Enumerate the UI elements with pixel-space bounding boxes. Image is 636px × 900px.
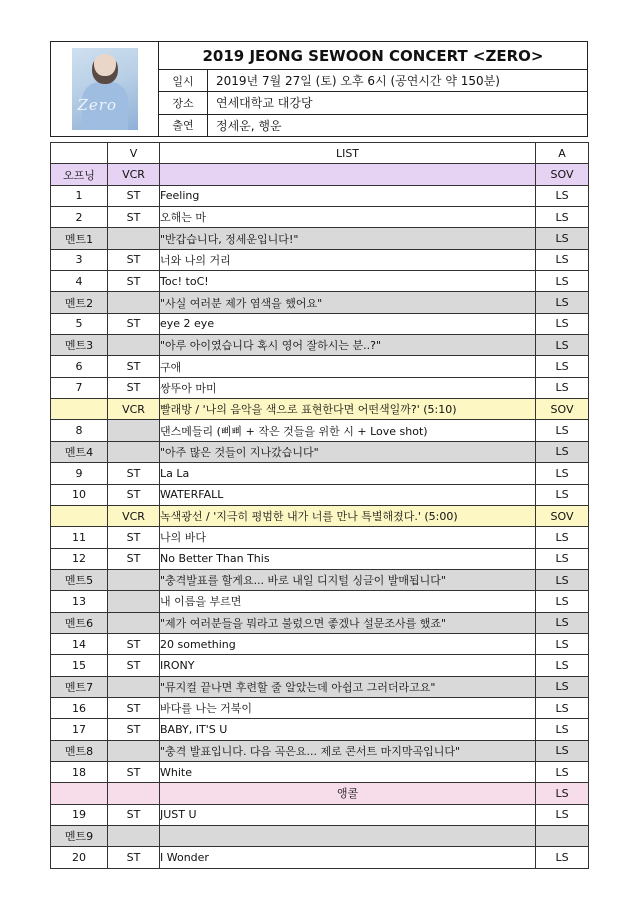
cell-a: LS — [536, 356, 589, 377]
cell-list: BABY, IT'S U — [160, 719, 536, 740]
cell-number: 19 — [51, 804, 108, 825]
cell-number: 6 — [51, 356, 108, 377]
cell-a: LS — [536, 207, 589, 228]
cell-v — [108, 335, 160, 356]
cell-number: 20 — [51, 847, 108, 868]
cell-a: LS — [536, 655, 589, 676]
cell-list: "제가 여러분들을 뭐라고 불렀으면 좋겠나 설문조사를 했죠" — [160, 612, 536, 633]
cell-list: Feeling — [160, 185, 536, 206]
cell-list: "뮤지컬 끝나면 후련할 줄 알았는데 아쉽고 그러더라고요" — [160, 676, 536, 697]
table-row — [51, 548, 589, 569]
cell-number: 15 — [51, 655, 108, 676]
cell-number: 17 — [51, 719, 108, 740]
cell-number — [51, 399, 108, 420]
cell-list: 나의 바다 — [160, 527, 536, 548]
cell-v: ST — [108, 313, 160, 334]
cell-v — [108, 676, 160, 697]
cell-a: LS — [536, 612, 589, 633]
column-header-v: V — [108, 143, 160, 164]
cell-list: "충격발표를 할게요... 바로 내일 디지털 싱글이 발매됩니다" — [160, 569, 536, 590]
cell-list: 내 이름을 부르면 — [160, 591, 536, 612]
table-row — [51, 740, 589, 761]
cell-list: 녹색광선 / '지극히 평범한 내가 너를 만나 특별해졌다.' (5:00) — [160, 505, 536, 526]
cell-number: 16 — [51, 697, 108, 718]
cell-a: LS — [536, 292, 589, 313]
table-row — [51, 463, 589, 484]
cell-number — [51, 783, 108, 804]
table-row — [51, 612, 589, 633]
cell-a: SOV — [536, 399, 589, 420]
cell-v — [108, 783, 160, 804]
concert-poster-image — [72, 48, 138, 130]
cell-a: LS — [536, 783, 589, 804]
cell-v — [108, 292, 160, 313]
cell-number: 10 — [51, 484, 108, 505]
table-row — [51, 377, 589, 398]
cell-v: ST — [108, 847, 160, 868]
cell-a: LS — [536, 377, 589, 398]
poster-figure-head — [92, 54, 118, 84]
table-row — [51, 228, 589, 249]
cell-list: No Better Than This — [160, 548, 536, 569]
cell-v: VCR — [108, 399, 160, 420]
info-label-date: 일시 — [159, 70, 208, 91]
cell-v: ST — [108, 527, 160, 548]
cell-v — [108, 612, 160, 633]
cell-v: ST — [108, 271, 160, 292]
table-row — [51, 591, 589, 612]
table-row — [51, 569, 589, 590]
cell-a: LS — [536, 761, 589, 782]
table-row — [51, 335, 589, 356]
column-header-a: A — [536, 143, 589, 164]
cell-number: 8 — [51, 420, 108, 441]
cell-list: "충격 발표입니다. 다음 곡은요... 제로 콘서트 마지막곡입니다" — [160, 740, 536, 761]
cell-a: LS — [536, 313, 589, 334]
cell-v — [108, 228, 160, 249]
table-row — [51, 655, 589, 676]
cell-v: ST — [108, 655, 160, 676]
table-row — [51, 697, 589, 718]
cell-v: ST — [108, 548, 160, 569]
info-label-cast: 출연 — [159, 115, 208, 136]
cell-v: VCR — [108, 164, 160, 185]
table-row — [51, 164, 589, 185]
cell-a: LS — [536, 847, 589, 868]
cell-a: LS — [536, 484, 589, 505]
info-value-date: 2019년 7월 27일 (토) 오후 6시 (공연시간 약 150분) — [216, 74, 500, 89]
cell-a: LS — [536, 463, 589, 484]
cell-list: 앵콜 — [160, 783, 536, 804]
cell-a: LS — [536, 676, 589, 697]
cell-number: 7 — [51, 377, 108, 398]
cell-v: ST — [108, 356, 160, 377]
cell-number: 멘트6 — [51, 612, 108, 633]
cell-v: ST — [108, 207, 160, 228]
cell-number: 11 — [51, 527, 108, 548]
column-header-number — [51, 143, 108, 164]
info-label-venue: 장소 — [159, 92, 208, 113]
cell-number: 5 — [51, 313, 108, 334]
cell-number: 멘트7 — [51, 676, 108, 697]
cell-list — [160, 826, 536, 847]
setlist-header-row — [51, 143, 589, 164]
cell-v: ST — [108, 249, 160, 270]
concert-title: 2019 JEONG SEWOON CONCERT <ZERO> — [159, 42, 587, 70]
concert-info — [159, 42, 587, 136]
cell-a: LS — [536, 697, 589, 718]
cell-list: IRONY — [160, 655, 536, 676]
table-row — [51, 804, 589, 825]
info-row-venue — [159, 92, 587, 114]
cell-list — [160, 164, 536, 185]
cell-v: ST — [108, 633, 160, 654]
table-row — [51, 185, 589, 206]
cell-a: LS — [536, 420, 589, 441]
cell-number: 13 — [51, 591, 108, 612]
column-header-list: LIST — [160, 143, 536, 164]
cell-number: 14 — [51, 633, 108, 654]
cell-a: LS — [536, 185, 589, 206]
cell-list: JUST U — [160, 804, 536, 825]
cell-a: LS — [536, 740, 589, 761]
poster-cell — [51, 42, 159, 136]
cell-list: 바다를 나는 거북이 — [160, 697, 536, 718]
cell-v: ST — [108, 804, 160, 825]
table-row — [51, 271, 589, 292]
cell-a: LS — [536, 633, 589, 654]
cell-a: LS — [536, 228, 589, 249]
cell-number: 멘트2 — [51, 292, 108, 313]
cell-a: LS — [536, 335, 589, 356]
cell-number: 멘트9 — [51, 826, 108, 847]
cell-list: 빨래방 / '나의 음악을 색으로 표현한다면 어떤색일까?' (5:10) — [160, 399, 536, 420]
cell-list: White — [160, 761, 536, 782]
cell-number: 12 — [51, 548, 108, 569]
table-row — [51, 826, 589, 847]
cell-list: eye 2 eye — [160, 313, 536, 334]
table-row — [51, 441, 589, 462]
cell-v — [108, 591, 160, 612]
cell-v: ST — [108, 761, 160, 782]
cell-v: ST — [108, 484, 160, 505]
cell-number: 멘트3 — [51, 335, 108, 356]
cell-number — [51, 505, 108, 526]
cell-list: "반갑습니다, 정세운입니다!" — [160, 228, 536, 249]
cell-number: 3 — [51, 249, 108, 270]
cell-a: LS — [536, 548, 589, 569]
cell-v — [108, 740, 160, 761]
cell-list: "사실 여러분 제가 염색을 했어요" — [160, 292, 536, 313]
cell-a: LS — [536, 719, 589, 740]
table-row — [51, 484, 589, 505]
cell-number: 오프닝 — [51, 164, 108, 185]
cell-a: LS — [536, 249, 589, 270]
table-row — [51, 292, 589, 313]
cell-v: VCR — [108, 505, 160, 526]
cell-list: "아루 아이였습니다 혹시 영어 잘하시는 분..?" — [160, 335, 536, 356]
table-row — [51, 505, 589, 526]
cell-a: LS — [536, 804, 589, 825]
table-row — [51, 676, 589, 697]
info-row-date — [159, 70, 587, 92]
table-row — [51, 207, 589, 228]
cell-a: LS — [536, 441, 589, 462]
cell-a — [536, 826, 589, 847]
cell-v: ST — [108, 377, 160, 398]
cell-list: 20 something — [160, 633, 536, 654]
cell-a: LS — [536, 527, 589, 548]
cell-number: 18 — [51, 761, 108, 782]
cell-a: LS — [536, 271, 589, 292]
cell-v: ST — [108, 697, 160, 718]
cell-number: 멘트4 — [51, 441, 108, 462]
table-row — [51, 633, 589, 654]
cell-v — [108, 441, 160, 462]
cell-a: SOV — [536, 164, 589, 185]
cell-number: 2 — [51, 207, 108, 228]
cell-v — [108, 826, 160, 847]
table-row — [51, 420, 589, 441]
cell-number: 멘트1 — [51, 228, 108, 249]
table-row — [51, 761, 589, 782]
table-row — [51, 249, 589, 270]
cell-number: 9 — [51, 463, 108, 484]
cell-list: 오해는 마 — [160, 207, 536, 228]
setlist-table — [50, 142, 589, 869]
cell-list: 댄스메들리 (삐삐 + 작은 것들을 위한 시 + Love shot) — [160, 420, 536, 441]
table-row — [51, 783, 589, 804]
cell-v: ST — [108, 185, 160, 206]
cell-number: 4 — [51, 271, 108, 292]
cell-v: ST — [108, 719, 160, 740]
cell-number: 멘트8 — [51, 740, 108, 761]
cell-v — [108, 420, 160, 441]
cell-a: LS — [536, 591, 589, 612]
cell-number: 1 — [51, 185, 108, 206]
cell-list: 쌍뚜아 마미 — [160, 377, 536, 398]
cell-a: SOV — [536, 505, 589, 526]
cell-number: 멘트5 — [51, 569, 108, 590]
poster-logo-text: Zero — [77, 96, 118, 114]
cell-list: WATERFALL — [160, 484, 536, 505]
table-row — [51, 847, 589, 868]
cell-a: LS — [536, 569, 589, 590]
table-row — [51, 399, 589, 420]
cell-list: I Wonder — [160, 847, 536, 868]
setlist-body — [51, 164, 589, 868]
table-row — [51, 719, 589, 740]
cell-v: ST — [108, 463, 160, 484]
cell-list: 구애 — [160, 356, 536, 377]
table-row — [51, 356, 589, 377]
cell-list: Toc! toC! — [160, 271, 536, 292]
cell-list: 너와 나의 거리 — [160, 249, 536, 270]
cell-list: La La — [160, 463, 536, 484]
cell-v — [108, 569, 160, 590]
cell-list: "아주 많은 것들이 지나갔습니다" — [160, 441, 536, 462]
info-value-venue: 연세대학교 대강당 — [216, 96, 313, 111]
info-row-cast — [159, 115, 587, 136]
info-value-cast: 정세운, 행운 — [216, 118, 282, 133]
table-row — [51, 527, 589, 548]
concert-header — [50, 41, 588, 137]
table-row — [51, 313, 589, 334]
